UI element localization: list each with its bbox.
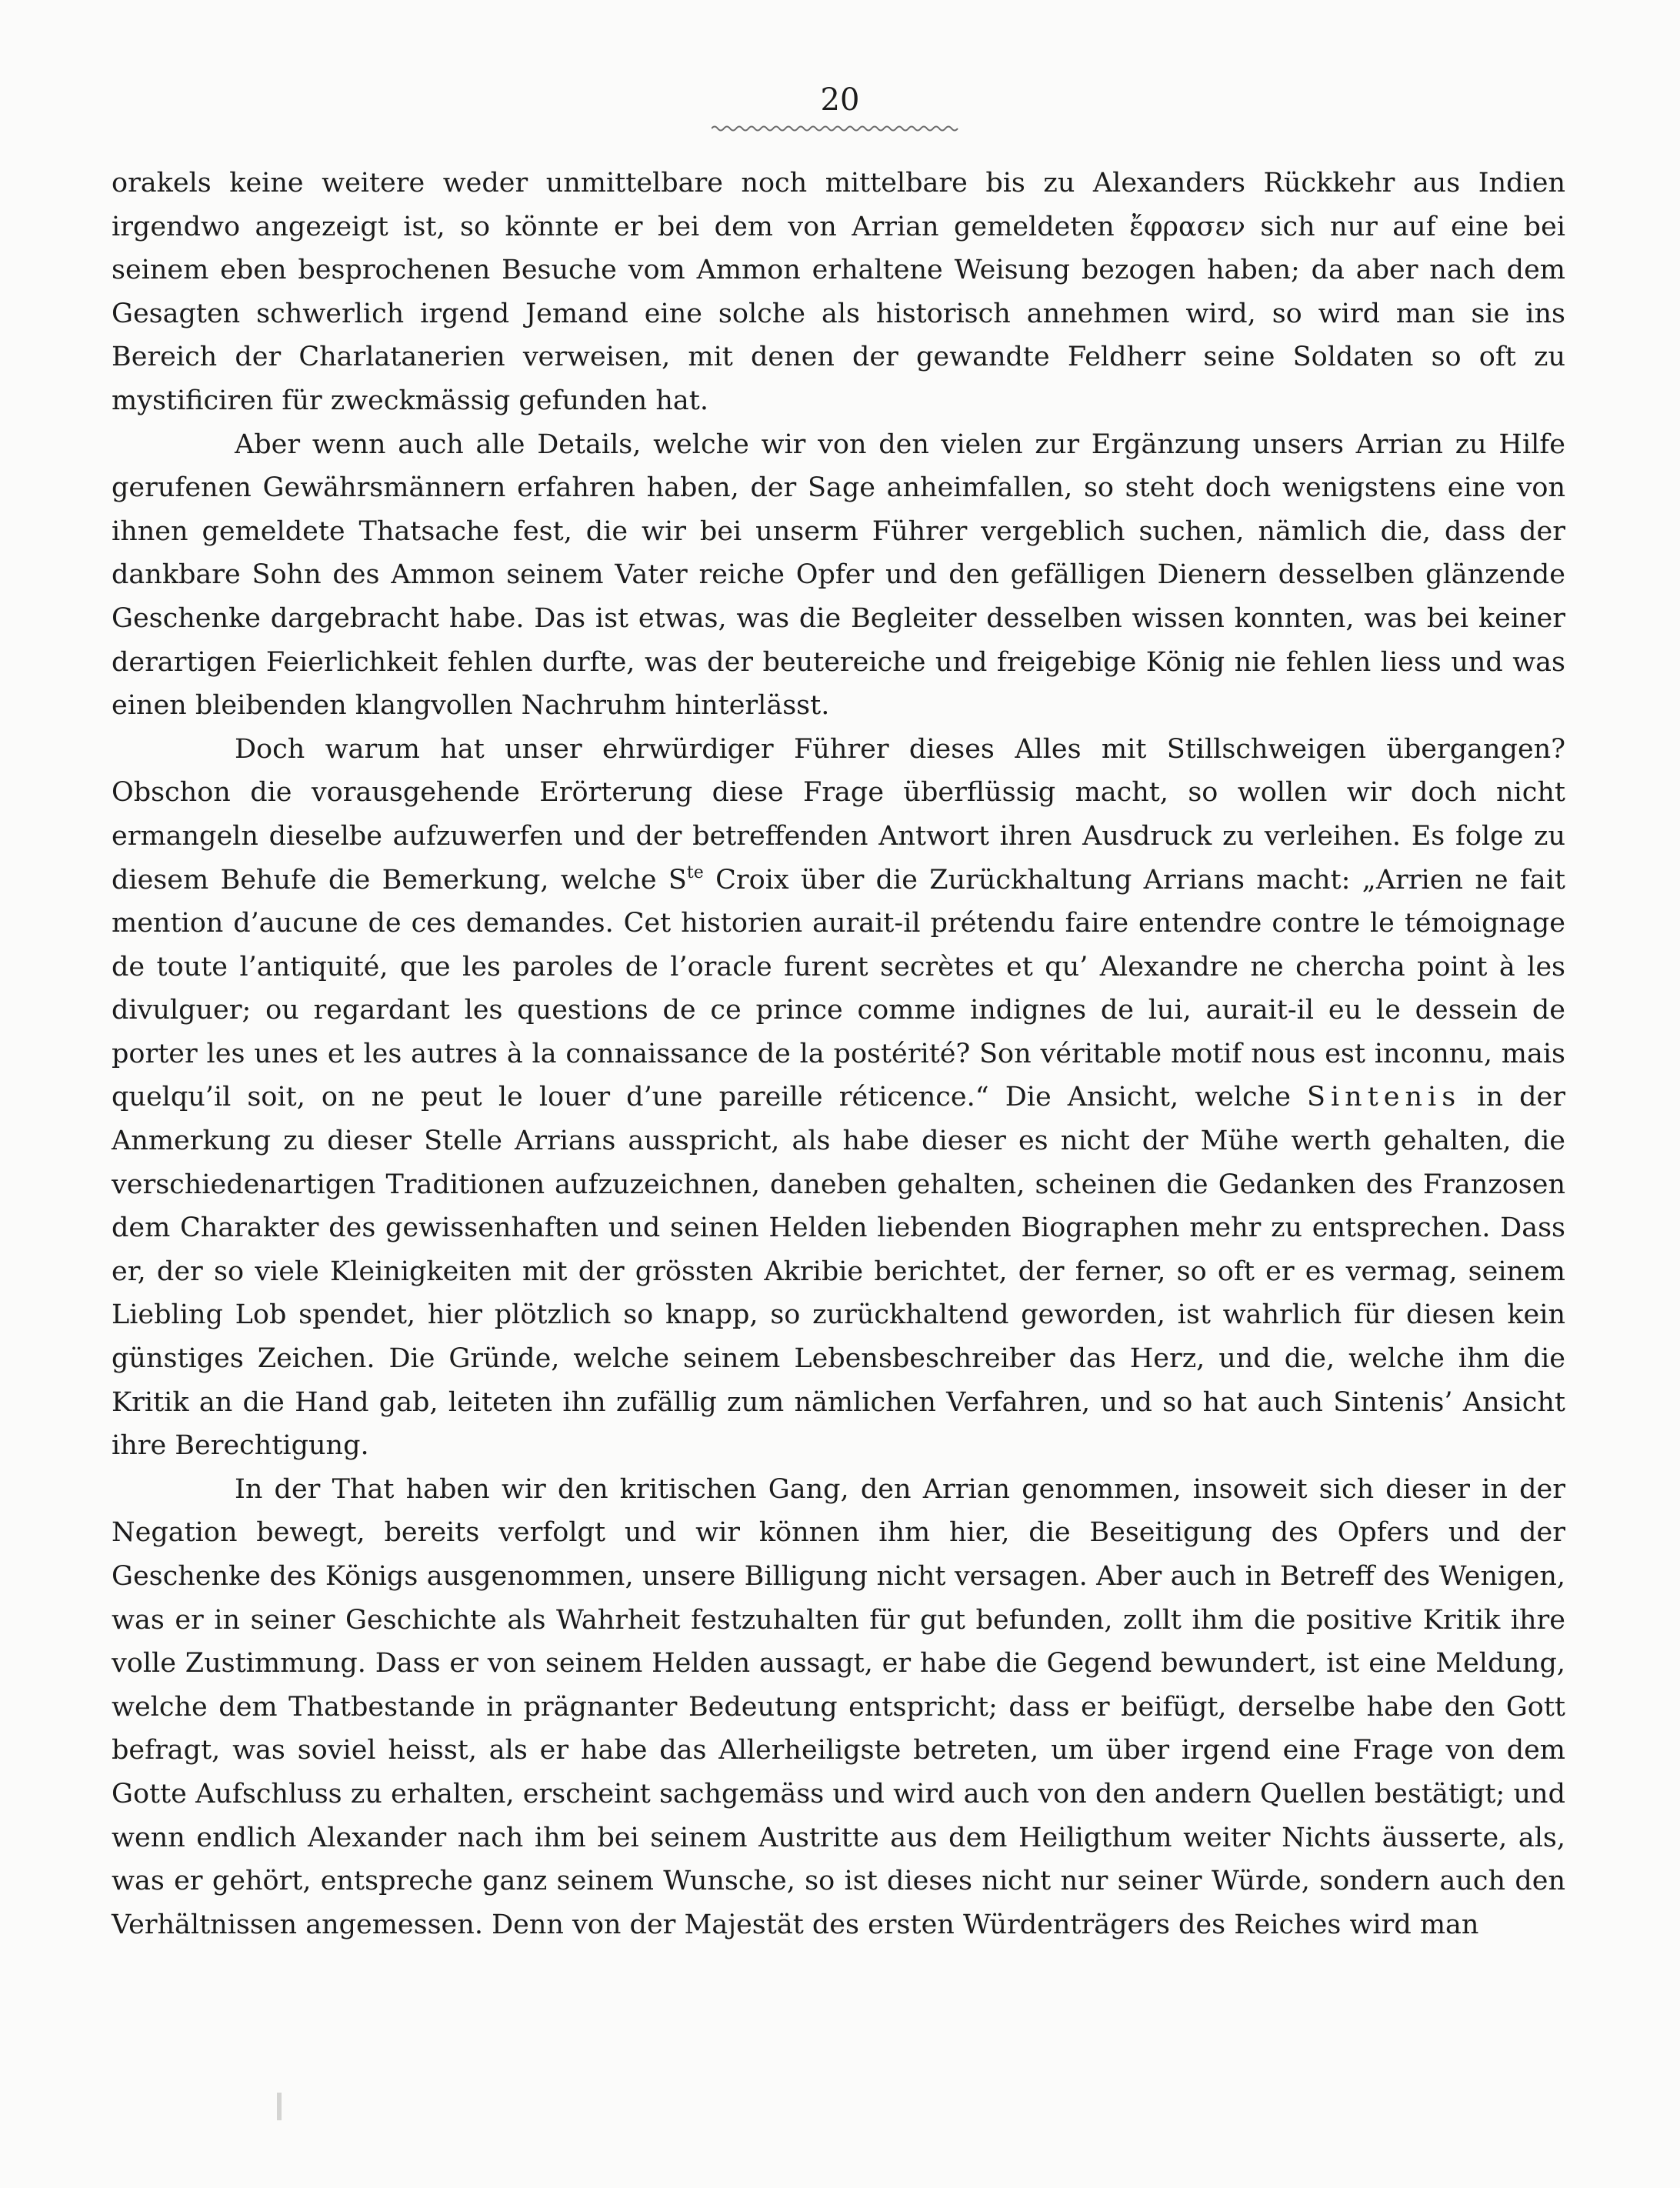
body-text xyxy=(112,162,1565,1946)
superscript-te: te xyxy=(686,862,704,882)
paragraph-1: orakels keine weitere weder unmittelbare noch mittelbare bis zu Alexanders Rückkehr aus Indien irgendwo angezeigt ist, so könnte er bei dem von Arrian gemeldeten ἔφρασεν sich nur auf eine bei seinem eben besprochenen Besuche vom Ammon erhaltene Weisung bezogen haben; da aber nach dem Gesagten schwerlich irgend Jemand eine solche als historisch annehmen wird, so wird man sie ins Bereich der Charlatanerien verweisen, mit denen der gewandte Feldherr seine Soldaten so oft zu mystificiren für zweckmässig gefunden hat. xyxy=(112,168,1565,416)
paragraph-3-text-a: Doch warum hat unser ehrwürdiger Führer dieses Alles mit Stillschweigen übergangen? Obschon die vorausgehende Erörterung diese Frage überflüssig macht, so wollen wir doch nicht ermangeln dieselbe aufzuwerfen und der betreffenden Antwort ihren Ausdruck zu verleihen. Es folge zu diesem Behufe die Bemerkung, welche S xyxy=(112,733,1565,896)
paragraph-3-text-b: Croix über die Zurückhaltung Arrians macht: „Arrien ne fait mention d’aucune de ces demandes. Cet historien aurait-il prétendu faire entendre contre le témoignage de toute l’antiquité, que les paroles de l’oracle furent secrètes et qu’ Alexandre ne chercha point à les divulguer; ou regardant les questions de ce prince comme indignes de lui, aurait-il eu le dessein de porter les unes et les autres à la connaissance de la postérité? Son véritable motif nous est inconnu, mais quelqu’il soit, on ne peut le louer d’une pareille réticence.“ Die Ansicht, welche xyxy=(112,864,1565,1113)
paragraph-4: In der That haben wir den kritischen Gang, den Arrian genommen, insoweit sich dieser in der Negation bewegt, bereits verfolgt und wir können ihm hier, die Beseitigung des Opfers und der Geschenke des Königs ausgenommen, unsere Billigung nicht versagen. Aber auch in Betreff des Wenigen, was er in seiner Geschichte als Wahrheit festzuhalten für gut befunden, zollt ihm die positive Kritik ihre volle Zustimmung. Dass er von seinem Helden aussagt, er habe die Gegend bewundert, ist eine Meldung, welche dem Thatbestande in prägnanter Bedeutung entspricht; dass er beifügt, derselbe habe den Gott befragt, was soviel heisst, als er habe das Allerheiligste betreten, um über irgend eine Frage von dem Gotte Aufschluss zu erhalten, erscheint sachgemäss und wird auch von den andern Quellen bestätigt; und wenn endlich Alexander nach ihm bei seinem Austritte aus dem Heiligthum weiter Nichts äusserte, als, was er gehört, entspreche ganz seinem Wunsche, so ist dieses nicht nur seiner Würde, sondern auch den Verhältnissen angemessen. Denn von der Majestät des ersten Würdenträgers des Reiches wird man xyxy=(112,1473,1565,1940)
page-number: 20 xyxy=(820,82,860,118)
header-ornament-rule xyxy=(712,123,962,134)
paragraph-2: Aber wenn auch alle Details, welche wir von den vielen zur Ergänzung unsers Arrian zu Hilfe gerufenen Gewährsmännern erfahren haben, der Sage anheimfallen, so steht doch wenigstens eine von ihnen gemeldete Thatsache fest, die wir bei unserm Führer vergeblich suchen, nämlich die, dass der dankbare Sohn des Ammon seinem Vater reiche Opfer und den gefälligen Dienern desselben glänzende Geschenke dargebracht habe. Das ist etwas, was die Begleiter desselben wissen konnten, was bei keiner derartigen Feierlichkeit fehlen durfte, was der beutereiche und freigebige König nie fehlen liess und was einen bleibenden klangvollen Nachruhm hinterlässt. xyxy=(112,429,1565,722)
scan-edge-mark xyxy=(277,2093,282,2120)
paragraph-3-text-c: in der Anmerkung zu dieser Stelle Arrians ausspricht, als habe dieser es nicht der Mühe werth gehalten, die verschiedenartigen Traditionen aufzuzeichnen, daneben gehalten, scheinen die Gedanken des Franzosen dem Charakter des gewissenhaften und seinen Helden liebenden Biographen mehr zu entsprechen. Dass er, der so viele Kleinigkeiten mit der grössten Akribie berichtet, der ferner, so oft er es vermag, seinem Liebling Lob spendet, hier plötzlich so knapp, so zurückhaltend geworden, ist wahrlich für diesen kein günstiges Zeichen. Die Gründe, welche seinem Lebensbeschreiber das Herz, und die, welche ihm die Kritik an die Hand gab, leiteten ihn zufällig zum nämlichen Verfahren, und so hat auch Sintenis’ Ansicht ihre Berechtigung. xyxy=(112,1082,1565,1462)
author-name-spaced: Sintenis xyxy=(1307,1082,1462,1113)
paragraph-3 xyxy=(112,728,1565,1468)
